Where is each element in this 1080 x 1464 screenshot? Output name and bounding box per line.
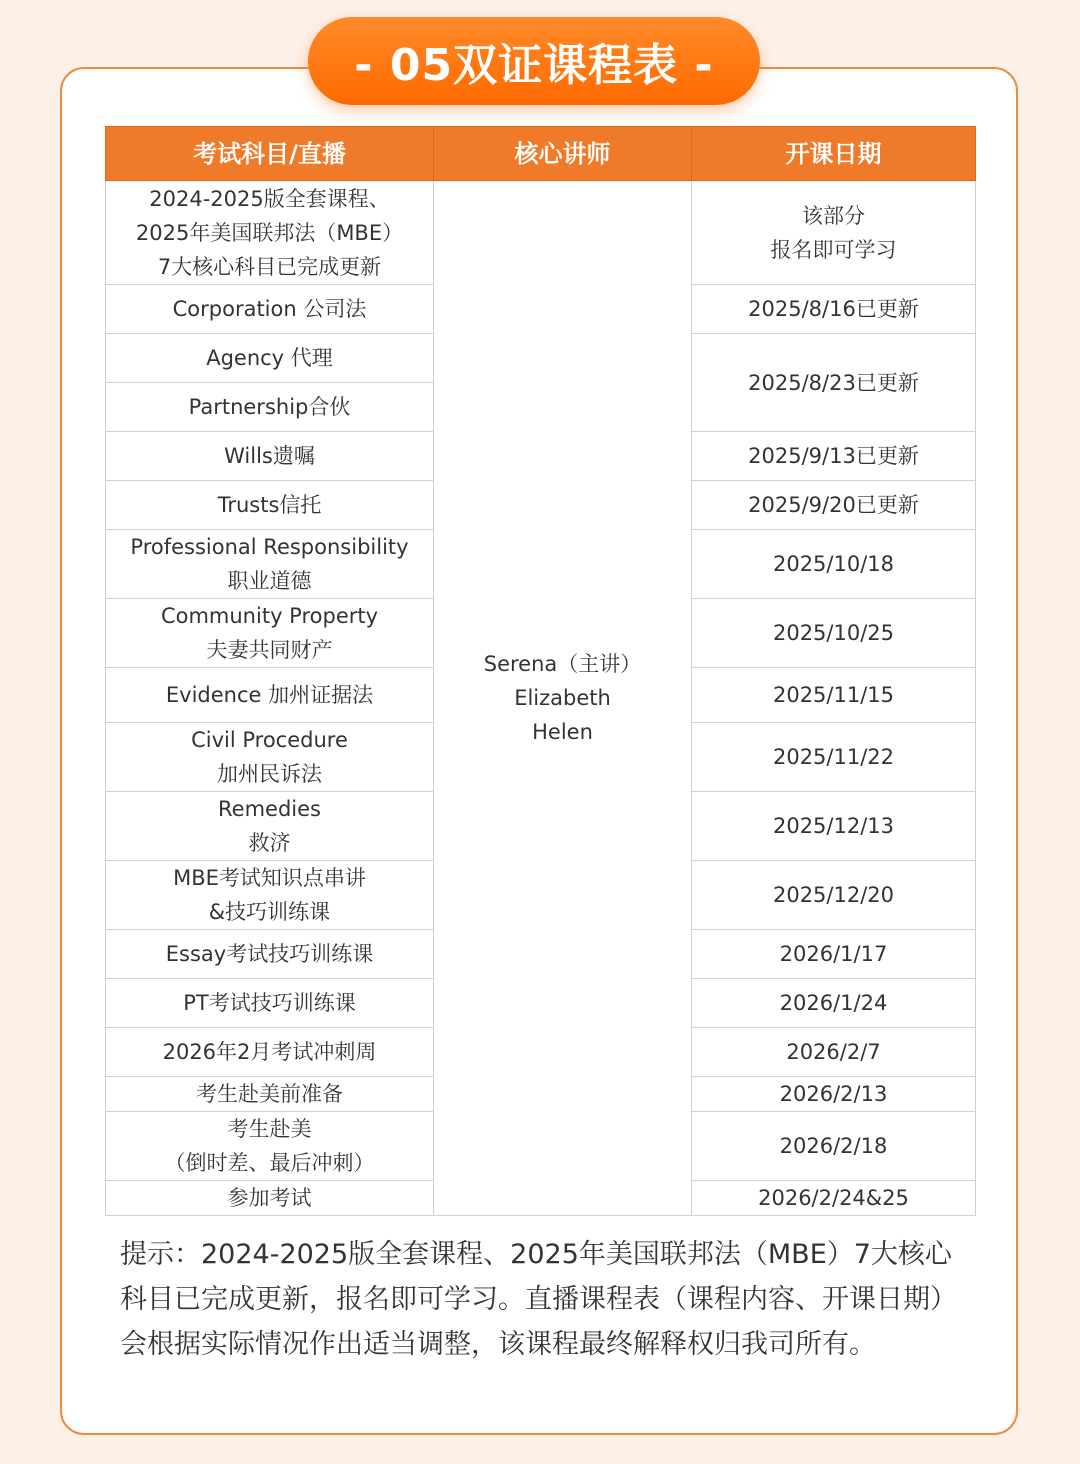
- subject-cell: Corporation 公司法: [106, 285, 434, 334]
- subject-line: 职业道德: [227, 569, 312, 593]
- subject-cell: Partnership合伙: [106, 383, 434, 432]
- subject-line: Civil Procedure: [191, 728, 348, 752]
- subject-cell: Evidence 加州证据法: [106, 668, 434, 723]
- subject-line: 救济: [248, 831, 291, 855]
- date-cell: 2026/1/17: [692, 930, 976, 979]
- subject-cell: Essay考试技巧训练课: [106, 930, 434, 979]
- teacher-name: Serena（主讲）: [483, 652, 642, 676]
- date-cell: 2025/9/20已更新: [692, 481, 976, 530]
- header-teacher: 核心讲师: [434, 127, 692, 181]
- subject-line: MBE考试知识点串讲: [173, 866, 366, 890]
- header-date: 开课日期: [692, 127, 976, 181]
- date-cell: 2025/10/25: [692, 599, 976, 668]
- teacher-name: Elizabeth: [514, 686, 611, 710]
- subject-line: 7大核心科目已完成更新: [157, 254, 382, 279]
- subject-cell: [106, 181, 434, 285]
- date-cell: 2026/2/7: [692, 1028, 976, 1077]
- date-cell: 2026/2/18: [692, 1112, 976, 1181]
- subject-cell: 考生赴美前准备: [106, 1077, 434, 1112]
- subject-cell: [106, 861, 434, 930]
- header-subject: 考试科目/直播: [106, 127, 434, 181]
- date-line: 该部分: [802, 203, 865, 228]
- subject-cell: PT考试技巧训练课: [106, 979, 434, 1028]
- subject-cell: [106, 723, 434, 792]
- subject-cell: 2026年2月考试冲刺周: [106, 1028, 434, 1077]
- subject-cell: [106, 530, 434, 599]
- date-cell: 2026/2/24&25: [692, 1181, 976, 1216]
- subject-cell: [106, 792, 434, 861]
- note-text: 提示：2024-2025版全套课程、2025年美国联邦法（MBE）7大核心科目已完成更新，报名即可学习。直播课程表（课程内容、开课日期）会根据实际情况作出适当调整，该课程最终解释权归我司所有。: [120, 1239, 957, 1360]
- subject-line: 2024-2025版全套课程、: [149, 186, 390, 211]
- date-cell: 2025/10/18: [692, 530, 976, 599]
- teacher-name: Helen: [532, 720, 593, 744]
- subject-cell: [106, 1112, 434, 1181]
- date-cell: 2025/8/16已更新: [692, 285, 976, 334]
- date-cell: 2025/12/20: [692, 861, 976, 930]
- subject-cell: Agency 代理: [106, 334, 434, 383]
- subject-cell: 参加考试: [106, 1181, 434, 1216]
- subject-line: &技巧训练课: [208, 900, 331, 924]
- subject-cell: Trusts信托: [106, 481, 434, 530]
- date-cell: 2026/2/13: [692, 1077, 976, 1112]
- subject-line: 加州民诉法: [217, 762, 322, 786]
- date-cell: 2025/12/13: [692, 792, 976, 861]
- subject-line: 夫妻共同财产: [206, 638, 333, 662]
- subject-line: Professional Responsibility: [130, 535, 409, 559]
- date-cell: 2026/1/24: [692, 979, 976, 1028]
- teacher-cell: [434, 181, 692, 1216]
- subject-line: 2025年美国联邦法（MBE）: [135, 220, 404, 245]
- subject-cell: [106, 599, 434, 668]
- date-line: 报名即可学习: [770, 237, 897, 262]
- subject-cell: Wills遗嘱: [106, 432, 434, 481]
- subject-line: Community Property: [160, 604, 379, 628]
- table-row: [106, 181, 976, 285]
- subject-line: 考生赴美: [227, 1117, 312, 1141]
- date-cell: [692, 181, 976, 285]
- page-title: - 05双证课程表 -: [308, 17, 760, 105]
- date-cell: 2025/9/13已更新: [692, 432, 976, 481]
- subject-line: Remedies: [218, 797, 321, 821]
- date-cell: 2025/8/23已更新: [692, 334, 976, 432]
- date-cell: 2025/11/15: [692, 668, 976, 723]
- course-schedule-table: [105, 126, 976, 1216]
- date-cell: 2025/11/22: [692, 723, 976, 792]
- subject-line: （倒时差、最后冲刺）: [164, 1151, 375, 1175]
